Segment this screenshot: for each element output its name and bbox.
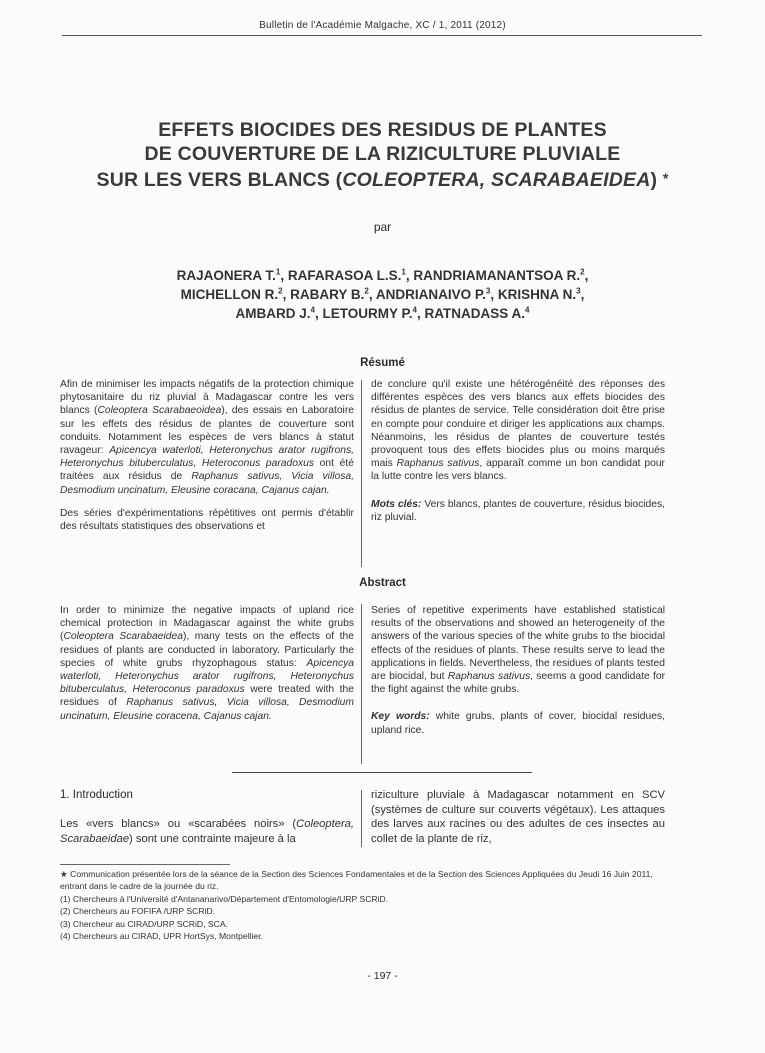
resume-column-divider	[361, 380, 362, 567]
author-line-2: MICHELLON R.$^2$, RABARY B.$^2$, ANDRIANAIVO P.$^3$, KRISHNA N.$^3$,	[180, 286, 585, 302]
abstract-column-divider	[361, 604, 362, 764]
abstract-right-column	[371, 604, 665, 747]
article-title	[40, 118, 725, 192]
author-list	[60, 266, 705, 323]
footnote-3: (3) Chercheur au CIRAD/URP SCRiD, SCA.	[60, 918, 228, 929]
resume-heading: Résumé	[360, 357, 405, 369]
title-footnote-mark: *	[662, 170, 669, 186]
introduction-heading: 1. Introduction	[60, 789, 133, 801]
resume-paragraph-1: Afin de minimiser les impacts négatifs de la protection chimique phytosanitaire du riz pluvial à Madagascar contre les vers blancs (Coleoptera Scarabaeoidea), des essais en Laboratoire sur les effets des résidus de plantes de couverture sont conduits. Notamment les espèces de vers blancs à statut ravageur: Apicencya waterloti, Heteronychus arator rugifrons, Heteronychus bituberculatus, Heteroconus paradoxus ont été traitées aux résidus de Raphanus sativus, Vicia villosa, Desmodium uncinatum, Eleusine coracana, Cajanus cajan.	[60, 379, 354, 496]
resume-right-column	[371, 378, 665, 534]
resume-keywords: Mots clés: Vers blancs, plantes de couverture, résidus biocides, riz pluvial.	[371, 498, 665, 523]
section-divider	[232, 772, 532, 773]
introduction-left-text: Les «vers blancs» ou «scarabées noirs» (Coleoptera, Scarabaeidae) sont une contrainte majeure à la	[60, 818, 354, 845]
footnote-communication: ★ Communication présentée lors de la séance de la Section des Sciences Fondamentales et de la Section des Sciences Appliquées du Jeudi 16 Juin 2011, entrant dans le cadre de la journée du riz.	[60, 869, 653, 892]
page-number: - 197 -	[367, 970, 398, 982]
abstract-paragraph-2: Series of repetitive experiments have established statistical results of the observations and showed an heterogeneity of the answers of the various species of the white grubs to the biocidal effects of the residues of plants. These results serve to lead the applications in fields. Nevertheless, the residues of plants tested are biocidal, but Raphanus sativus, seems a good candidate for the fight against the white grubs.	[371, 605, 666, 696]
abstract-left-column	[60, 604, 354, 733]
footnote-1: (1) Chercheurs à l'Université d'Antananarivo/Département d'Entomologie/URP SCRiD.	[60, 893, 389, 904]
title-line-2: DE COUVERTURE DE LA RIZICULTURE PLUVIALE	[144, 143, 621, 165]
footnotes	[60, 868, 660, 942]
abstract-keywords: Key words: white grubs, plants of cover, biocidal residues, upland rice.	[371, 711, 665, 736]
footnote-rule	[60, 864, 230, 865]
title-taxon: COLEOPTERA, SCARABAEIDEA	[342, 169, 651, 191]
resume-left-column	[60, 378, 354, 543]
footnote-2: (2) Chercheurs au FOFIFA /URP SCRiD.	[60, 906, 216, 917]
author-line-1: RAJAONERA T.$^1$, RAFARASOA L.S.$^1$, RANDRIAMANANTSOA R.$^2$,	[176, 267, 589, 283]
footnote-4: (4) Chercheurs au CIRAD, UPR HortSys, Montpellier.	[60, 931, 263, 942]
abstract-paragraph-1: In order to minimize the negative impacts of upland rice chemical protection in Madagascar against the white grubs (Coleoptera Scarabaeidea), many tests on the effects of the residues of plants are conducted in laboratory. Particularly the species of white grubs rhyzophagous status: Apicencya waterloti, Heteronychus arator rugifrons, Heteronychus bituberculatus, Heteroconus paradoxus were treated with the residues of Raphanus sativus, Vicia villosa, Desmodium uncinatum, Eleusine coracena, Cajanus cajan.	[60, 605, 354, 722]
introduction-right-text: riziculture pluviale à Madagascar notamment en SCV (systèmes de culture sur couverts végétaux). Les attaques des larves aux racines ou des adultes de ces insectes au collet de la plante de riz,	[371, 789, 665, 845]
resume-paragraph-3: de conclure qu'il existe une hétérogénéité des réponses des différentes espèces des vers blancs aux effets biocides des résidus de plantes de service. Telle considération doit être prise en compte pour conduire et diriger les applications aux champs. Néanmoins, les résidus de plantes de couverture testés provoquent tous des effets biocides plus ou moins marqués mais Raphanus sativus, apparaît comme un bon candidat pour la lutte contre les vers blancs.	[371, 379, 665, 483]
running-header: Bulletin de l'Académie Malgache, XC / 1, 2011 (2012)	[259, 20, 506, 31]
header-rule	[62, 35, 702, 36]
par-label: par	[373, 220, 392, 234]
author-line-3: AMBARD J.$^4$, LETOURMY P.$^4$, RATNADASS A.$^4$	[235, 305, 530, 321]
introduction-column-divider	[361, 790, 362, 847]
abstract-heading: Abstract	[359, 577, 406, 589]
title-line-1: EFFETS BIOCIDES DES RESIDUS DE PLANTES	[158, 119, 607, 141]
resume-paragraph-2: Des séries d'expérimentations répétitives ont permis d'établir des résultats statistiques des observations et	[60, 507, 354, 533]
title-line-3: SUR LES VERS BLANCS (COLEOPTERA, SCARABAEIDEA) *	[96, 169, 669, 191]
star-icon: ★	[60, 869, 68, 879]
